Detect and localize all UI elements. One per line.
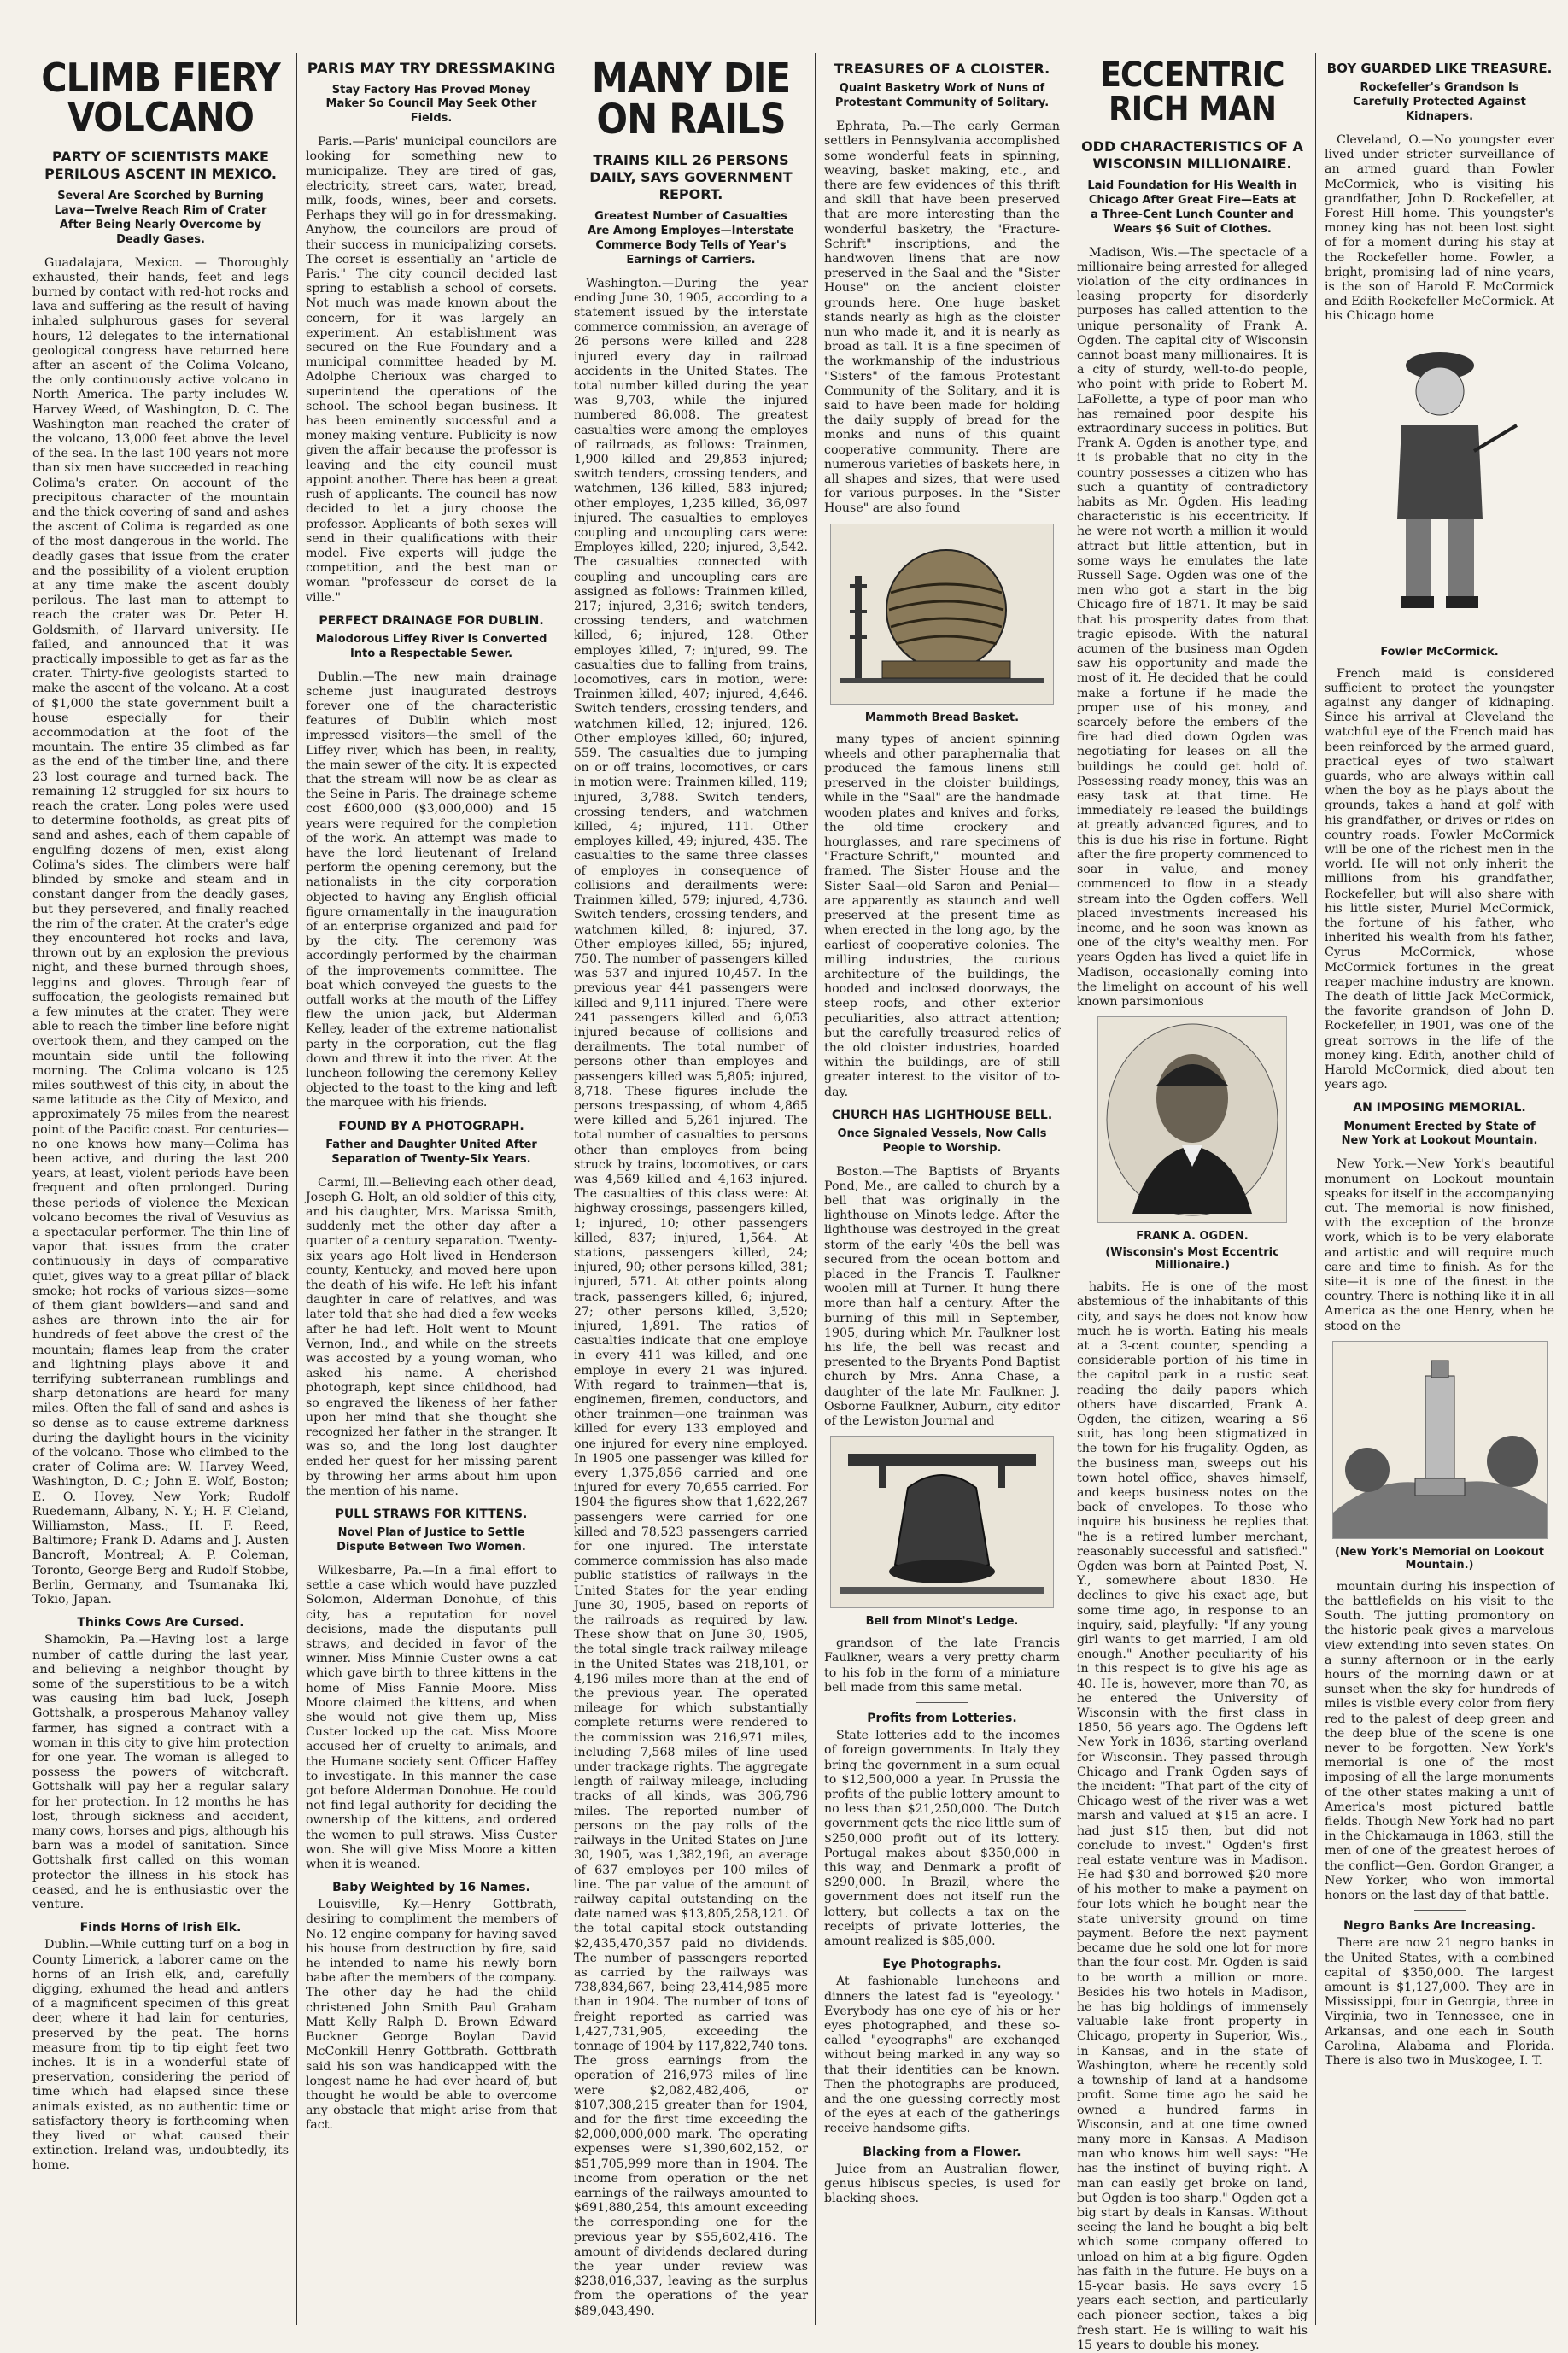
subheadline: Rockefeller's Grandson Is Carefully Protected Against Kidnapers. — [1353, 81, 1526, 124]
story-headline: CHURCH HAS LIGHTHOUSE BELL. — [831, 1108, 1053, 1122]
deck: ODD CHARACTERISTICS OF A WISCONSIN MILLIONAIRE. — [1081, 138, 1303, 172]
column-rule — [1315, 53, 1316, 2325]
headline: CLIMB FIERY VOLCANO — [41, 55, 280, 140]
divider — [1414, 1910, 1466, 1911]
story-headline: Thinks Cows Are Cursed. — [77, 1616, 244, 1630]
boy-illustration — [1354, 331, 1525, 639]
article-body: Louisville, Ky.—Henry Gottbrath, desiring to compliment the members of No. 12 engine company for having saved his house from destruction by fire, said he intended to name his newly born babe after the members of the company. The other day he had the child christened John Smith Paul Graham Matt Kelly Ralph D. Brown Edward Buckner George Boylan David McConkill Henry Gottbrath. Gottbrath said his son was handicapped with the longest name he had ever heard of, but thought he would be able to overcome any obstacle that might arise from that fact. — [306, 1898, 557, 2133]
subheadline: Several Are Scorched by Burning Lava—Twelve Reach Rim of Crater After Being Nearly Overcome by Deadly Gases. — [54, 190, 267, 246]
portrait-icon — [1098, 1017, 1286, 1222]
article-body: Dublin.—The new main drainage scheme just inaugurated destroys forever one of the characteristic features of Dublin which most impressed visitors—the smell of the Liffey river, which has been, in reality, the main sewer of the city. It is expected that the stream will now be as clear as the Seine in Paris. The drainage scheme cost £600,000 ($3,000,000) and 15 years were required for the completion of the work. An attempt was made to have the lord lieutenant of Ireland perform the opening ceremony, but the nationalists in the city corporation objected to having any English official figure ornamentally in the inauguration of an enterprise organized and paid for by the city. The ceremony was accordingly performed by the chairman of the improvements committee. The boat which conveyed the guests to the outfall works at the mouth of the Liffey flew the union jack, but Alderman Kelley, leader of the extreme nationalist party in the corporation, cut the flag down and threw it into the river. At the luncheon following the ceremony Kelley objected to the toast to the king and left the marquee with his friends. — [306, 670, 557, 1110]
article-body: grandson of the late Francis Faulkner, wears a very pretty charm to his fob in the form of a miniature bell made from this same metal. — [824, 1636, 1060, 1695]
article-body: French maid is considered sufficient to protect the youngster against any danger of kidnaping. Since his arrival at Cleveland the watchful eye of the French maid has been reinforced by the armed guard, practical eyes of two stalwart guards, who are always within call when the boy as he plays about the grounds, takes a hand at golf with his grandfather, or drives or rides on country roads. Fowler McCormick will be one of the richest men in the world. He will not only inherit the millions from his grandfather, Rockefeller, but will also share with his little sister, Muriel McCormick, the fortune of his father, who inherited his wealth from his father, Cyrus McCormick, whose McCormick fortunes in the great reaper machine industry are known. The death of little Jack McCormick, the favorite grandson of John D. Rockefeller, in 1901, was one of the great sorrows in the life of the money king. Edith, another child of Harold McCormick, died about ten years ago. — [1325, 666, 1554, 1092]
subheadline: Monument Erected by State of New York at Lookout Mountain. — [1341, 1120, 1538, 1148]
article-body: There are now 21 negro banks in the United States, with a combined capital of $350,000. The largest amount is $1,127,000. They are in Mississippi, four in Georgia, three in Virginia, two in Tennessee, one in Arkansas, and one each in South Carolina, Alabama and Florida. There is also two in Muskogee, I. T. — [1325, 1936, 1554, 2068]
figure-caption: Fowler McCormick. — [1380, 645, 1499, 658]
story-headline: Negro Banks Are Increasing. — [1343, 1919, 1536, 1934]
article-body: State lotteries add to the incomes of foreign governments. In Italy they bring the government in a sum equal to $12,500,000 a year. In Prussia the profits of the public lottery amount to no less than $21,250,000. The Dutch government gets the nice little sum of $250,000 profit out of its lottery. Portugal makes about $350,000 in this way, and Denmark a profit of $290,000. In Brazil, where the government does not itself run the lottery, but collects a tax on the receipts of private lotteries, the amount realized is $85,000. — [824, 1729, 1060, 1949]
article-body: Wilkesbarre, Pa.—In a final effort to settle a case which would have puzzled Solomon, Alderman Donohue, of this city, has a reputation for novel decisions, made the disputants pull straws, and decided in favor of the winner. Miss Minnie Custer owns a cat which gave birth to three kittens in the home of Miss Fannie Moore. Miss Moore claimed the kittens, and when she would not give them up, Miss Custer locked up the cat. Miss Moore accused her of cruelty to animals, and the Humane society sent Officer Haffey to investigate. In this manner the case got before Alderman Donohue. He could not find legal authority for deciding the ownership of the kittens, and ordered the women to pull straws. Miss Custer won. She will give Miss Moore a kitten when it is weaned. — [306, 1563, 557, 1871]
story-headline: Eye Photographs. — [882, 1958, 1002, 1972]
subheadline: Father and Daughter United After Separation of Twenty-Six Years. — [325, 1138, 537, 1166]
column-1 — [26, 53, 295, 2325]
article-body: Ephrata, Pa.—The early German settlers in Pennsylvania accomplished some wonderful feats in spinning, weaving, basket making, etc., and there are few evidences of this thrift and skill that have been preserved that are more interesting than the wonderful basketry, the "Fracture-Schrift" inscriptions, and the handwoven linens that are now preserved in the Saal and the "Sister House" on the ancient cloister grounds here. One huge basket stands nearly as high as the cloister nun who made it, and it is nearly as broad as tall. It is a fine specimen of the workmanship of the industrious "Sisters" of the famous Protestant Community of the Solitary, and it is said to have been made for holding the daily supply of bread for the monks and nuns of this quaint cooperative community. There are numerous varieties of baskets here, in all shapes and sizes, that were used for various purposes. In the "Sister House" are also found — [824, 120, 1061, 516]
subheadline: Once Signaled Vessels, Now Calls People to Worship. — [837, 1127, 1047, 1155]
column-2 — [299, 53, 564, 2325]
article-body: Madison, Wis.—The spectacle of a millionaire being arrested for alleged violation of the city ordinances in leasing property for disorderly purposes has called attention to the unique personality of Frank A. Ogden. The capital city of Wisconsin cannot boast many millionaires. It is a city of sturdy, well-to-do people, who point with pride to Robert M. LaFollette, a type of poor man who has remained poor despite his extraordinary success in politics. But Frank A. Ogden is another type, and it is probable that no city in the country possesses a citizen who has such a quantity of contradictory habits as Mr. Ogden. His leading characteristic is his eccentricity. If he were not worth a million it would attract but little attention, but in some ways he emulates the late Russell Sage. Ogden was one of the men who got a start in the big Chicago fire of 1871. It may be said that his prosperity dates from that tragic episode. With the natural acumen of the business man Ogden saw his opportunity and made the most of it. He decided that he could make a fortune if he made the proper use of his money, and scarcely before the embers of the fire had died down Ogden was negotiating for leases on all the buildings he could get hold of. Possessing ready money, this was an easy task at that time. He immediately re-leased the buildings at greatly advanced figures, and to this is due his rise in fortune. Right after the fire property commenced to soar in value, and money commenced to flow in a steady stream into the Ogden coffers. Well placed investments increased his income, and he soon was known as one of the city's wealthy men. For years Ogden has lived a quiet life in Madison, occasionally coming into the limelight on account of his well known parsimonious — [1077, 245, 1308, 1009]
article-body: Dublin.—While cutting turf on a bog in County Limerick, a laborer came on the horns of an Irish elk, and, carefully digging, exhumed the head and antlers of a magnificent specimen of this great deer, where it had lain for centuries, preserved by the peat. The horns measure from tip to tip eight feet two inches. It is in a wonderful state of preservation, considering the period of time which had elapsed since these animals existed, as no authentic time or satisfactory theory is forthcoming when they lived or what caused their extinction. Ireland was, undoubtedly, its home. — [32, 1938, 289, 2173]
figure-caption: (New York's Memorial on Lookout Mountain.) — [1334, 1545, 1545, 1572]
column-4 — [817, 53, 1067, 2325]
divider — [916, 1702, 968, 1703]
headline: BOY GUARDED LIKE TREASURE. — [1326, 61, 1553, 76]
story-headline: Finds Horns of Irish Elk. — [79, 1921, 242, 1935]
deck: TRAINS KILL 26 PERSONS DAILY, SAYS GOVERNMENT REPORT. — [589, 152, 793, 202]
figure-subcaption: (Wisconsin's Most Eccentric Millionaire.) — [1105, 1246, 1279, 1273]
story-headline: Profits from Lotteries. — [867, 1712, 1017, 1726]
column-3 — [567, 53, 815, 2325]
headline: TREASURES OF A CLOISTER. — [834, 61, 1050, 77]
article-body: Shamokin, Pa.—Having lost a large number of cattle during the last year, and believing a neighbor thought by some of the superstitious to be a witch was causing him bad luck, Joseph Gottshalk, a prosperous Mahanoy valley farmer, has signed a contract with a woman in this city to give him protection for one year. The woman is alleged to possess the powers of witchcraft. Gottshalk will pay her a regular salary for her protection. In 12 months he has lost, through sickness and accident, many cows, horses and pigs, although his barn was a model of sanitation. Since Gottshalk first called on this woman protector the illness in his stock has ceased, and he is enthusiastic over the venture. — [32, 1633, 289, 1911]
article-body: Juice from an Australian flower, genus hibiscus species, is used for blacking shoes. — [824, 2162, 1060, 2206]
subheadline: Stay Factory Has Proved Money Maker So Council May Seek Other Fields. — [325, 83, 537, 126]
subheadline: Novel Plan of Justice to Settle Dispute Between Two Women. — [336, 1526, 526, 1554]
article-body: mountain during his inspection of the battlefields on his visit to the South. The jutting promontory on the historic peak gives a marvelous view extending into seven states. On a sunny afternoon or in the early hours of the morning dawn or at sunset when the sky for hundreds of miles is visible every color from fiery red to the palest of deep green and the deep blue of the scene is one never to be forgotten. New York's memorial is one of the most imposing of all the large monuments of the other states making a unit of America's most pictured battle fields. Though New York had no part in the Chickamauga in 1863, still the men of one of the greatest heroes of the conflict—Gen. Gordon Granger, a New Yorker, who won immortal honors on the last day of that battle. — [1325, 1579, 1554, 1903]
figure-caption: Mammoth Bread Basket. — [864, 711, 1020, 724]
story-headline: AN IMPOSING MEMORIAL. — [1353, 1101, 1526, 1115]
headline: ECCENTRIC RICH MAN — [1100, 56, 1284, 129]
column-rule — [815, 53, 816, 2325]
bell-illustration — [830, 1436, 1054, 1608]
article-body: Carmi, Ill.—Believing each other dead, Joseph G. Holt, an old soldier of this city, and his daughter, Mrs. Marissa Smith, suddenly met the other day after a quarter of a century separation. Twenty-six years ago Holt lived in Henderson county, Kentucky, and moved here upon the death of his wife. He left his infant daughter in care of relatives, and was later told that she had died a few weeks after he had left. Holt went to Mount Vernon, Ind., and while on the streets was accosted by a young woman, who asked his name. A cherished photograph, kept since childhood, had so engraved the likeness of her father upon her mind that she thought she recognized her father in the stranger. It was so, and the long lost daughter ended her quest for her missing parent by throwing her arms about him upon the mention of his name. — [306, 1175, 557, 1498]
article-body: habits. He is one of the most abstemious of the inhabitants of this city, and says he does not know how much he is worth. Eating his meals at a 3-cent counter, spending a considerable portion of his time in the capitol park in a rustic seat reading the daily papers which others have discarded, Frank A. Ogden, the citizen, wearing a $6 suit, has long been stigmatized in the town for his frugality. Ogden, as the business man, sweeps out his town hotel office, shaves himself, and keeps business notes on the back of envelopes. To those who inquire his business he replies that "he is a retired lumber merchant, reasonably successful and satisfied." Ogden was born at Painted Post, N. Y., somewhere about 1830. He declines to give his exact age, but some time ago, in response to an inquiry, said, playfully: "If any young girl wants to get married, I am old enough." Another peculiarity of his in this respect is to give his age as 40. He is, however, more than 70, as he entered the University of Wisconsin with the first class in 1850, 56 years ago. The Ogdens left New York in 1836, starting overland for Wisconsin. They passed through Chicago and Frank Ogden says of the incident: "That part of the city of Chicago west of the river was a wet marsh and valued at $15 an acre. I had just $15 then, but did not conclude to invest." Ogden's first real estate venture was in Madison. He had $30 and borrowed $20 more of his mother to make a payment on four lots which he bought near the state university ground on time payment. Before the next payment became due he sold one lot for more than the four cost. Mr. Ogden is said to be worth a million or more. Besides his two hotels in Madison, he has big holdings of immensely valuable lake front property in Chicago, property in Superior, Wis., in Kansas, and in the state of Washington, where he recently sold a township of land at a handsome profit. Some time ago he said he owned a hundred farms in Wisconsin, and at one time owned many more in Kansas. A Madison man who knows him well says: "He has the instinct of buying right. A man can easily get broke on land, but Ogden is too sharp." Ogden got a big start by deals in Kansas. Without seeing the land he bought a big belt which some company offered to unload on him at a big figure. Ogden has faith in the future. He buys on a 15-year basis. He says every 15 years each section, and particularly each pioneer section, takes a big fresh start. He is willing to wait his 15 years to double his money. — [1077, 1280, 1308, 2352]
monument-icon — [1333, 1342, 1547, 1538]
story-headline: PULL STRAWS FOR KITTENS. — [335, 1507, 528, 1522]
subheadline: Malodorous Liffey River Is Converted Into a Respectable Sewer. — [315, 632, 547, 660]
article-body: many types of ancient spinning wheels and other paraphernalia that produced the famous linens still preserved in the cloister buildings, while in the "Saal" are the handmade wooden plates and knives and forks, the old-time crockery and hourglasses, and rare specimens of "Fracture-Schrift," mounted and framed. The Sister House and the Sister Saal—old Saron and Penial—are apparently as staunch and well preserved at the present time as when erected in the long ago, by the earliest of cooperative colonies. The milling industries, the curious architecture of the buildings, the hooded and inclosed doorways, the steep roofs, and other exterior peculiarities, also attract attention; but the carefully treasured relics of the old cloister industries, hoarded within the buildings, are of still greater interest to the visitor of to-day. — [824, 732, 1060, 1099]
story-headline: FOUND BY A PHOTOGRAPH. — [338, 1119, 524, 1133]
story-headline: Baby Weighted by 16 Names. — [332, 1881, 530, 1895]
story-headline: PERFECT DRAINAGE FOR DUBLIN. — [319, 613, 544, 628]
basket-icon — [831, 524, 1053, 704]
deck: PARTY OF SCIENTISTS MAKE PERILOUS ASCENT IN MEXICO. — [44, 149, 277, 182]
figure-caption: Bell from Minot's Ledge. — [865, 1615, 1019, 1629]
subheadline: Greatest Number of Casualties Are Among Employes—Interstate Commerce Body Tells of Year's Earnings of Carriers. — [588, 210, 794, 266]
article-body: Boston.—The Baptists of Bryants Pond, Me., are called to church by a bell that was originally in the lighthouse on Minots ledge. After the lighthouse was destroyed in the great storm of the early '40s the bell was secured from the ocean bottom and placed in the Francis T. Faulkner woolen mill at Turner. It hung there more than half a century. After the burning of this mill in September, 1905, during which Mr. Faulkner lost his life, the bell was recast and presented to the Bryants Pond Baptist church by Mrs. Anna Chase, a daughter of the late Mr. Faulkner. J. Osborne Faulkner, Auburn, city editor of the Lewiston Journal and — [824, 1164, 1060, 1429]
column-rule — [296, 53, 297, 2325]
column-6 — [1318, 53, 1561, 2325]
boy-icon — [1354, 331, 1525, 639]
headline: MANY DIE ON RAILS — [591, 55, 791, 143]
bell-icon — [831, 1437, 1053, 1607]
bread-basket-illustration — [830, 524, 1054, 705]
figure-caption: FRANK A. OGDEN. — [1136, 1230, 1249, 1244]
subheadline: Quaint Basketry Work of Nuns of Protestant Community of Solitary. — [834, 82, 1050, 110]
article-body: Guadalajara, Mexico. — Thoroughly exhausted, their hands, feet and legs burned by contact with red-hot rocks and lava and suffering as the result of having inhaled sulphurous gases for several hours, 12 delegates to the international geological congress have returned here after an ascent of the Colima Volcano, the only continuously active volcano in North America. The party includes W. Harvey Weed, of Washington, D. C. The Washington man reached the crater of the volcano, 13,000 feet above the level of the sea. In the last 100 years not more than six men have succeeded in reaching Colima's crater. On account of the precipitous character of the mountain and the thick covering of sand and ashes the ascent of Colima is regarded as one of the most dangerous in the world. The deadly gases that issue from the crater and the possibility of a violent eruption at any time make the ascent doubly perilous. The last man to attempt to reach the crater was Dr. Peter H. Goldsmith, of Harvard university. He failed, and announced that it was practically impossible to get as far as the crater. Thirty-five geologists started to make the ascent of the volcano. At a cost of $1,000 the state government built a house especially for their accommodation at the foot of the mountain. The entire 35 climbed as far as the end of the timber line, and there 23 lost courage and turned back. The remaining 12 struggled for six hours to reach the crater. Long poles were used to determine footholds, as great pits of sand and ashes, each of them capable of engulfing dozens of men, exist along Colima's sides. The climbers were half blinded by smoke and steam and in constant danger from the deadly gases, but they persevered, and finally reached the rim of the crater. At the crater's edge they encountered hot rocks and lava, thrown out by an explosion the previous night, and these burned through shoes, leggins and gloves. Through fear of suffocation, the geologists remained but a few minutes at the crater. They were able to reach the timber line before night overtook them, and they camped on the mountain side until the following morning. The Colima volcano is 125 miles southwest of this city, in about the same latitude as the City of Mexico, and approximately 75 miles from the nearest point of the Pacific coast. For centuries—no one knows how many—Colima has been active, and during the last 200 years, at least, violent periods have been frequent and often prolonged. During these periods of violence the Mexican volcano becomes the rival of Vesuvius as a spectacular performer. The thin line of vapor that issues from the crater continuously in days of comparative quiet, gives way to a great pillar of black smoke; hot rocks of various sizes—some of them giant bowlders—and sand and ashes are thrown into the air for hundreds of feet above the crest of the mountain; flames leap from the crater and lightning plays above it and terrifying subterranean rumblings and sharp detonations are heard for many miles. Often the fall of sand and ashes is so dense as to cause extreme darkness during the daylight hours in the vicinity of the volcano. Those who climbed to the crater of Colima are: W. Harvey Weed, Washington, D. C.; John E. Wolf, Boston; E. O. Hovey, New York; Rudolf Ruedemann, Albany, N. Y.; H. F. Cleland, Williamston, Mass.; H. F. Reed, Baltimore; Frank D. Adams and J. Austen Bancroft, Montreal; A. P. Coleman, Toronto, George Berg and Rudolf Stobbe, Berlin, Germany, and Tsumanaka Iki, Tokio, Japan. — [32, 255, 289, 1607]
article-body: New York.—New York's beautiful monument on Lookout mountain speaks for itself in the accompanying cut. The memorial is now finished, with the exception of the bronze work, which is to be very elaborate and artistic and will require much care and time to finish. As for the site—it is one of the finest in the country. There is nothing like it in all America as the one Henry, when he stood on the — [1325, 1157, 1554, 1333]
portrait-illustration — [1097, 1016, 1287, 1223]
article-body: Cleveland, O.—No youngster ever lived under stricter surveillance of an armed guard than Fowler McCormick, who is visiting his grandfather, John D. Rockefeller, at Forest Hill home. This youngster's money king has not been lost sight of for a moment during his stay at the Rockefeller home. Fowler, a bright, promising lad of nine years, is the son of Harold F. McCormick and Edith Rockefeller McCormick. At his Chicago home — [1325, 132, 1554, 324]
article-body: Washington.—During the year ending June 30, 1905, according to a statement issued by the interstate commerce commission, an average of 26 persons were killed and 228 injured every day in railroad accidents in the United States. The total number killed during the year was 9,703, while the injured numbered 86,008. The greatest casualties were among the employes of railroads, as follows: Trainmen, 1,900 killed and 29,853 injured; switch tenders, crossing tenders, and watchmen, 136 killed, 583 injured; other employes, 1,235 killed, 36,097 injured. The casualties to employes coupling and uncoupling cars were: Employes killed, 220; injured, 3,542. The casualties connected with coupling and uncoupling cars are assigned as follows: Trainmen killed, 217; injured, 3,316; switch tenders, crossing tenders, and watchmen killed, 6; injured, 128. Other employes killed, 7; injured, 99. The casualties due to falling from trains, locomotives, cars in motion, were: Trainmen killed, 407; injured, 4,646. Switch tenders, crossing tenders, and watchmen killed, 12; injured, 126. Other employes killed, 60; injured, 559. The casualties due to jumping on or off trains, locomotives, or cars in motion were: Trainmen killed, 119; injured, 3,788. Switch tenders, crossing tenders, and watchmen killed, 4; injured, 111. Other employes killed, 49; injured, 435. The casualties to the same three classes of employes in consequence of collisions and derailments were: Trainmen killed, 579; injured, 4,736. Switch tenders, crossing tenders, and watchmen killed, 8; injured, 37. Other employes killed, 55; injured, 750. The number of passengers killed was 537 and injured 10,457. In the previous year 441 passengers were killed and 9,111 injured. There were 241 passengers killed and 6,053 injured because of collisions and derailments. The total number of persons other than employes and passengers killed was 5,805; injured, 8,718. These figures include the persons trespassing, of whom 4,865 were killed and 5,261 injured. The total number of casualties to persons other than employes from being struck by trains, locomotives, or cars was 4,569 killed and 4,163 injured. The casualties of this class were: At highway crossings, passengers killed, 1; injured, 10; other passengers killed, 837; injured, 1,564. At stations, passengers killed, 24; injured, 90; other persons killed, 381; injured, 571. At other points along track, passengers killed, 6; injured, 27; other persons killed, 3,520; injured, 1,891. The ratios of casualties indicate that one employe in every 411 was killed, and one employe in every 21 was injured. With regard to trainmen—that is, enginemen, firemen, conductors, and other trainmen—one trainman was killed for every 133 employed and one injured for every nine employed. In 1905 one passenger was killed for every 1,375,856 carried and one injured for every 70,655 carried. For 1904 the figures show that 1,622,267 passengers were carried for one killed and 78,523 passengers carried for one injured. The interstate commerce commission has also made public statistics of railways in the United States for the year ending June 30, 1905, based on reports of the railroads as required by law. These show that on June 30, 1905, the total single track railway mileage in the United States was 218,101, or 4,196 miles more than at the end of the previous year. The operated mileage for which substantially complete returns were rendered to the commission was 216,971 miles, including 7,568 miles of line used under trackage rights. The aggregate length of railway mileage, including tracks of all kinds, was 306,796 miles. The reported number of persons on the pay rolls of the railways in the United States on June 30, 1905, was 1,382,196, an average of 637 employes per 100 miles of line. The par value of the amount of railway capital outstanding on the date named was $13,805,258,121. Of the total capital stock outstanding $2,435,470,357 paid no dividends. The number of passengers reported as carried by the railways was 738,834,667, being 23,414,985 more than in 1904. The number of tons of freight reported as carried was 1,427,731,905, exceeding the tonnage of 1904 by 117,822,740 tons. The gross earnings from the operation of 216,973 miles of line were $2,082,482,406, or $107,308,215 greater than for 1904, and for the first time exceeding the $2,000,000,000 mark. The operating expenses were $1,390,602,152, or $51,705,999 more than in 1904. The income from operation or the net earnings of the railways amounted to $691,880,254, this amount exceeding the corresponding one for the previous year by $55,602,416. The amount of dividends declared during the year under review was $238,016,337, leaving as the surplus from the operations of the year $89,043,490. — [574, 276, 808, 2318]
subheadline: Laid Foundation for His Wealth in Chicago After Great Fire—Eats at a Three-Cent Lunch Counter and Wears $6 Suit of Clothes. — [1087, 179, 1297, 236]
column-5 — [1070, 53, 1314, 2352]
article-body: At fashionable luncheons and dinners the latest fad is "eyeology." Everybody has one eye of his or her eyes photographed, and these so-called "eyeographs" are exchanged without being marked in any way so that their identities can be known. Then the photographs are produced, and the one guessing correctly most of the eyes at each of the gatherings receive handsome gifts. — [824, 1975, 1060, 2136]
headline: PARIS MAY TRY DRESSMAKING — [307, 61, 556, 78]
story-headline: Blacking from a Flower. — [863, 2145, 1021, 2159]
article-body: Paris.—Paris' municipal councilors are looking for something new to municipalize. They are tired of gas, electricity, street cars, water, bread, milk, foods, wines, beer and corsets. Perhaps they will go in for dressmaking. Anyhow, the councilors are proud of their success in municipalizing corsets. The corset is essentially an "article de Paris." The city council decided last spring to establish a school of corsets. Not much was made known about the concern, for it was largely an experiment. An establishment was secured on the Rue Foundary and a municipal committee headed by M. Adolphe Cherioux was charged to superintend the operations of the school. The school began business. It has been eminently successful and a money making venture. Publicity is now given the affair because the professor is leaving and the city council must appoint another. There has been a great rush of applicants. The council has now decided to let a jury choose the professor. Applicants of both sexes will send in their qualifications with their model. Five experts will judge the competition, and the best man or woman "professeur de corset de la ville." — [306, 135, 557, 605]
memorial-illustration — [1332, 1341, 1548, 1539]
